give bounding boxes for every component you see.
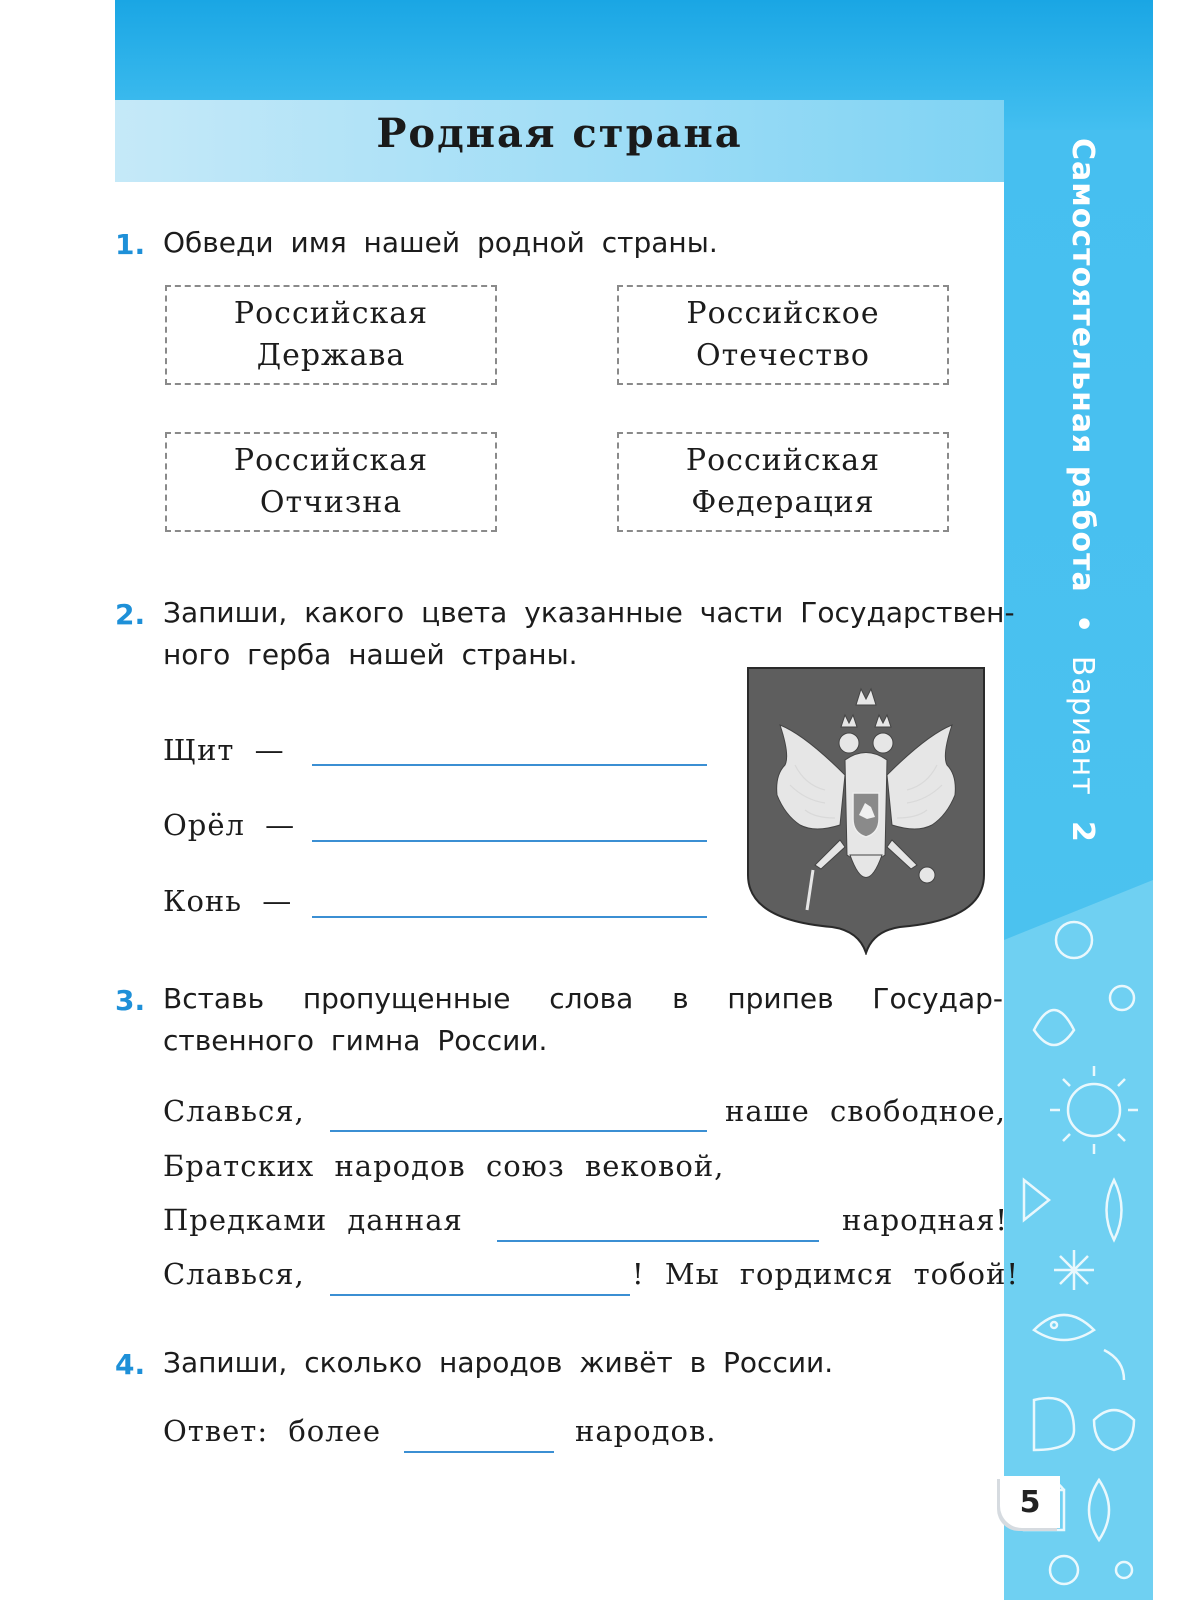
- option-line2: Федерация: [691, 485, 875, 520]
- russian-coat-of-arms-icon: [745, 665, 987, 955]
- side-label-variant: Вариант: [1065, 655, 1100, 796]
- lyric-4-end: ! Мы гордимся тобой!: [632, 1257, 1019, 1291]
- option-line1: Российская: [233, 296, 429, 331]
- option-box-otechestvo[interactable]: [617, 285, 949, 385]
- option-line2: Держава: [256, 338, 406, 373]
- lyric-3-blank[interactable]: [497, 1240, 819, 1242]
- lyric-3-start: Предками данная: [163, 1203, 463, 1237]
- lyric-2: Братских народов союз вековой,: [163, 1149, 725, 1183]
- q2-line2: ного герба нашей страны.: [163, 638, 578, 671]
- answer-end: народов.: [575, 1414, 717, 1448]
- q4-text: Запиши, сколько народов живёт в России.: [163, 1346, 834, 1379]
- shield-answer-line[interactable]: [312, 764, 707, 766]
- peoples-count-answer-line[interactable]: [404, 1451, 554, 1453]
- lyric-1-blank[interactable]: [330, 1130, 707, 1132]
- answer-start: Ответ: более: [163, 1414, 382, 1448]
- q3-number: 3.: [115, 984, 146, 1017]
- option-line1: Российская: [233, 443, 429, 478]
- side-label-variant-number: 2: [1065, 821, 1100, 844]
- shield-label: Щит —: [163, 733, 285, 767]
- horse-answer-line[interactable]: [312, 916, 707, 918]
- option-line2: Отчизна: [259, 485, 403, 520]
- q1-text: Обведи имя нашей родной страны.: [163, 226, 718, 259]
- side-label-main: Самостоятельная работа: [1065, 138, 1100, 593]
- side-label-separator: •: [1065, 614, 1100, 635]
- q3-line2: ственного гимна России.: [163, 1024, 548, 1057]
- q2-line1: Запиши, какого цвета указанные части Государствен-: [163, 596, 1015, 629]
- side-label: [1040, 138, 1100, 918]
- q2-number: 2.: [115, 598, 146, 631]
- page-number: 5: [1000, 1476, 1060, 1528]
- option-line1: Российское: [686, 296, 880, 331]
- horse-label: Конь —: [163, 884, 293, 918]
- q1-number: 1.: [115, 228, 146, 261]
- lyric-4-start: Славься,: [163, 1257, 305, 1291]
- page-title: Родная страна: [376, 110, 743, 157]
- option-box-federatsiya[interactable]: [617, 432, 949, 532]
- q4-number: 4.: [115, 1348, 146, 1381]
- lyric-4-blank[interactable]: [330, 1294, 630, 1296]
- eagle-label: Орёл —: [163, 808, 296, 842]
- lyric-1-end: наше свободное,: [725, 1094, 1006, 1128]
- option-box-derzhava[interactable]: [165, 285, 497, 385]
- eagle-answer-line[interactable]: [312, 840, 707, 842]
- lyric-3-end: народная!: [842, 1203, 1009, 1237]
- option-line2: Отечество: [696, 338, 870, 373]
- lyric-1-start: Славься,: [163, 1094, 305, 1128]
- q3-line1: Вставь пропущенные слова в припев Государ-: [163, 982, 1003, 1015]
- option-box-otchizna[interactable]: [165, 432, 497, 532]
- option-line1: Российская: [685, 443, 881, 478]
